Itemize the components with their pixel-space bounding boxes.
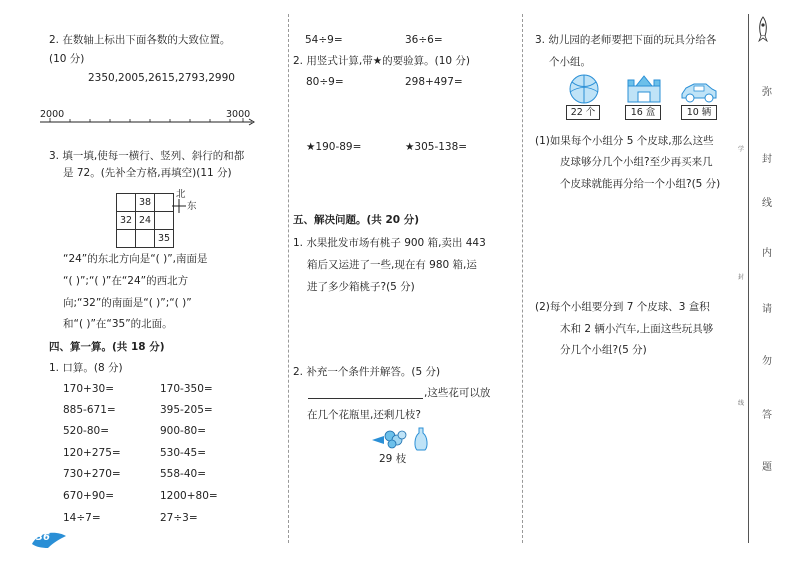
vertical-calc-item[interactable]: 298+497= [405, 76, 463, 88]
column-divider [522, 14, 523, 543]
toy-car-count: 10 辆 [681, 105, 717, 120]
flowers-count-label: 29 枝 [379, 453, 407, 465]
oral-calc-item[interactable]: 900-80= [160, 425, 206, 437]
oral-calc-item[interactable]: 395-205= [160, 404, 213, 416]
question-2-numbers: 2350,2005,2615,2793,2990 [88, 72, 235, 84]
ball-icon [567, 74, 601, 104]
oral-calc-item[interactable]: 730+270= [63, 468, 121, 480]
problem-2-line-2: ,这些花可以放 [424, 387, 491, 399]
seal-char: 弥 [762, 87, 772, 98]
page-number: 36 [36, 532, 50, 543]
subquestion-1-line-1: (1)如果每个小组分 5 个皮球,那么这些 [535, 135, 714, 147]
toy-blocks-count: 16 盒 [625, 105, 661, 120]
seal-small-char: 线 [738, 400, 745, 407]
calc-item[interactable]: 36÷6= [405, 34, 443, 46]
axis-end-label: 3000 [226, 109, 251, 120]
oral-calc-item[interactable]: 14÷7= [63, 512, 101, 524]
blocks-icon [624, 74, 664, 104]
oral-calc-item[interactable]: 170-350= [160, 383, 213, 395]
vertical-calc-check-item[interactable]: ★305-138= [405, 141, 468, 153]
question-3-line-1: 3. 幼儿园的老师要把下面的玩具分给各 [535, 34, 717, 46]
condition-blank[interactable] [308, 397, 423, 399]
problem-1-line-1: 1. 水果批发市场有桃子 900 箱,卖出 443 [293, 237, 486, 249]
vertical-calc-title: 2. 用竖式计算,带★的要验算。(10 分) [293, 55, 470, 67]
seal-char: 内 [762, 248, 772, 259]
section-5-title: 五、解决问题。(共 20 分) [293, 214, 420, 226]
toy-ball-count: 22 个 [566, 105, 600, 120]
question-2-title: 2. 在数轴上标出下面各数的大致位置。 [49, 34, 231, 46]
compass-north-label: 北 [176, 189, 186, 200]
grid-cell[interactable] [155, 194, 174, 212]
section-4-title: 四、算一算。(共 18 分) [49, 341, 165, 353]
question-3-line-2: 个小组。 [549, 56, 591, 68]
question-3-title: 3. 填一填,使每一横行、竖列、斜行的和都 [49, 150, 245, 162]
compass-east-label: 东 [187, 201, 197, 212]
calc-item[interactable]: 54÷9= [305, 34, 343, 46]
oral-calc-item[interactable]: 1200+80= [160, 490, 218, 502]
question-3-line-4: 和“( )”在“35”的北面。 [63, 318, 173, 330]
toy-car-icon [680, 80, 718, 104]
seal-char: 封 [762, 154, 772, 165]
vertical-calc-item[interactable]: 80÷9= [306, 76, 344, 88]
seal-char: 题 [762, 462, 772, 473]
seal-line [748, 14, 749, 543]
oral-calc-item[interactable]: 670+90= [63, 490, 114, 502]
number-line[interactable] [38, 114, 260, 128]
section-4-sub1: 1. 口算。(8 分) [49, 362, 123, 374]
vase-icon [413, 426, 429, 452]
seal-small-char: 封 [738, 274, 745, 281]
oral-calc-item[interactable]: 520-80= [63, 425, 109, 437]
problem-2-line-3: 在几个花瓶里,还剩几枝? [307, 409, 421, 421]
problem-1-line-3: 进了多少箱桃子?(5 分) [307, 281, 415, 293]
grid-cell[interactable] [117, 194, 136, 212]
seal-char: 线 [762, 198, 772, 209]
oral-calc-item[interactable]: 530-45= [160, 447, 206, 459]
compass-cross [172, 199, 186, 213]
grid-cell[interactable] [155, 212, 174, 230]
question-3-line-1: “24”的东北方向是“( )”,南面是 [63, 253, 208, 265]
problem-2-line-1: 2. 补充一个条件并解答。(5 分) [293, 366, 441, 378]
grid-cell: 35 [155, 230, 174, 248]
subquestion-2-line-1: (2)每个小组要分到 7 个皮球、3 盒积 [535, 301, 710, 313]
seal-char: 勿 [762, 356, 772, 367]
problem-1-line-2: 箱后又运进了一些,现在有 980 箱,运 [307, 259, 477, 271]
subquestion-1-line-2: 皮球够分几个小组?至少再买来几 [560, 156, 713, 168]
vertical-calc-check-item[interactable]: ★190-89= [306, 141, 362, 153]
oral-calc-item[interactable]: 170+30= [63, 383, 114, 395]
grid-cell: 32 [117, 212, 136, 230]
axis-start-label: 2000 [40, 109, 65, 120]
column-divider [288, 14, 289, 543]
rocket-icon [756, 16, 770, 42]
subquestion-1-line-3: 个皮球就能再分给一个小组?(5 分) [560, 178, 721, 190]
question-3-line-2: “( )”;“( )”在“24”的西北方 [63, 275, 189, 287]
grid-cell[interactable] [117, 230, 136, 248]
magic-square-grid[interactable] [116, 193, 174, 248]
oral-calc-item[interactable]: 558-40= [160, 468, 206, 480]
grid-cell: 24 [136, 212, 155, 230]
seal-char: 答 [762, 410, 772, 421]
question-3-line-3: 向;“32”的南面是“( )”;“( )” [63, 297, 192, 309]
question-2-score: (10 分) [49, 53, 85, 65]
question-3-title-cont: 是 72。(先补全方格,再填空)(11 分) [63, 167, 232, 179]
subquestion-2-line-3: 分几个小组?(5 分) [560, 344, 647, 356]
oral-calc-item[interactable]: 27÷3= [160, 512, 198, 524]
seal-char: 请 [762, 304, 772, 315]
subquestion-2-line-2: 木和 2 辆小汽车,上面这些玩具够 [560, 323, 714, 335]
flower-bunch-icon [370, 428, 410, 452]
seal-small-char: 学 [738, 146, 745, 153]
grid-cell[interactable] [136, 230, 155, 248]
oral-calc-item[interactable]: 885-671= [63, 404, 116, 416]
grid-cell: 38 [136, 194, 155, 212]
oral-calc-item[interactable]: 120+275= [63, 447, 121, 459]
